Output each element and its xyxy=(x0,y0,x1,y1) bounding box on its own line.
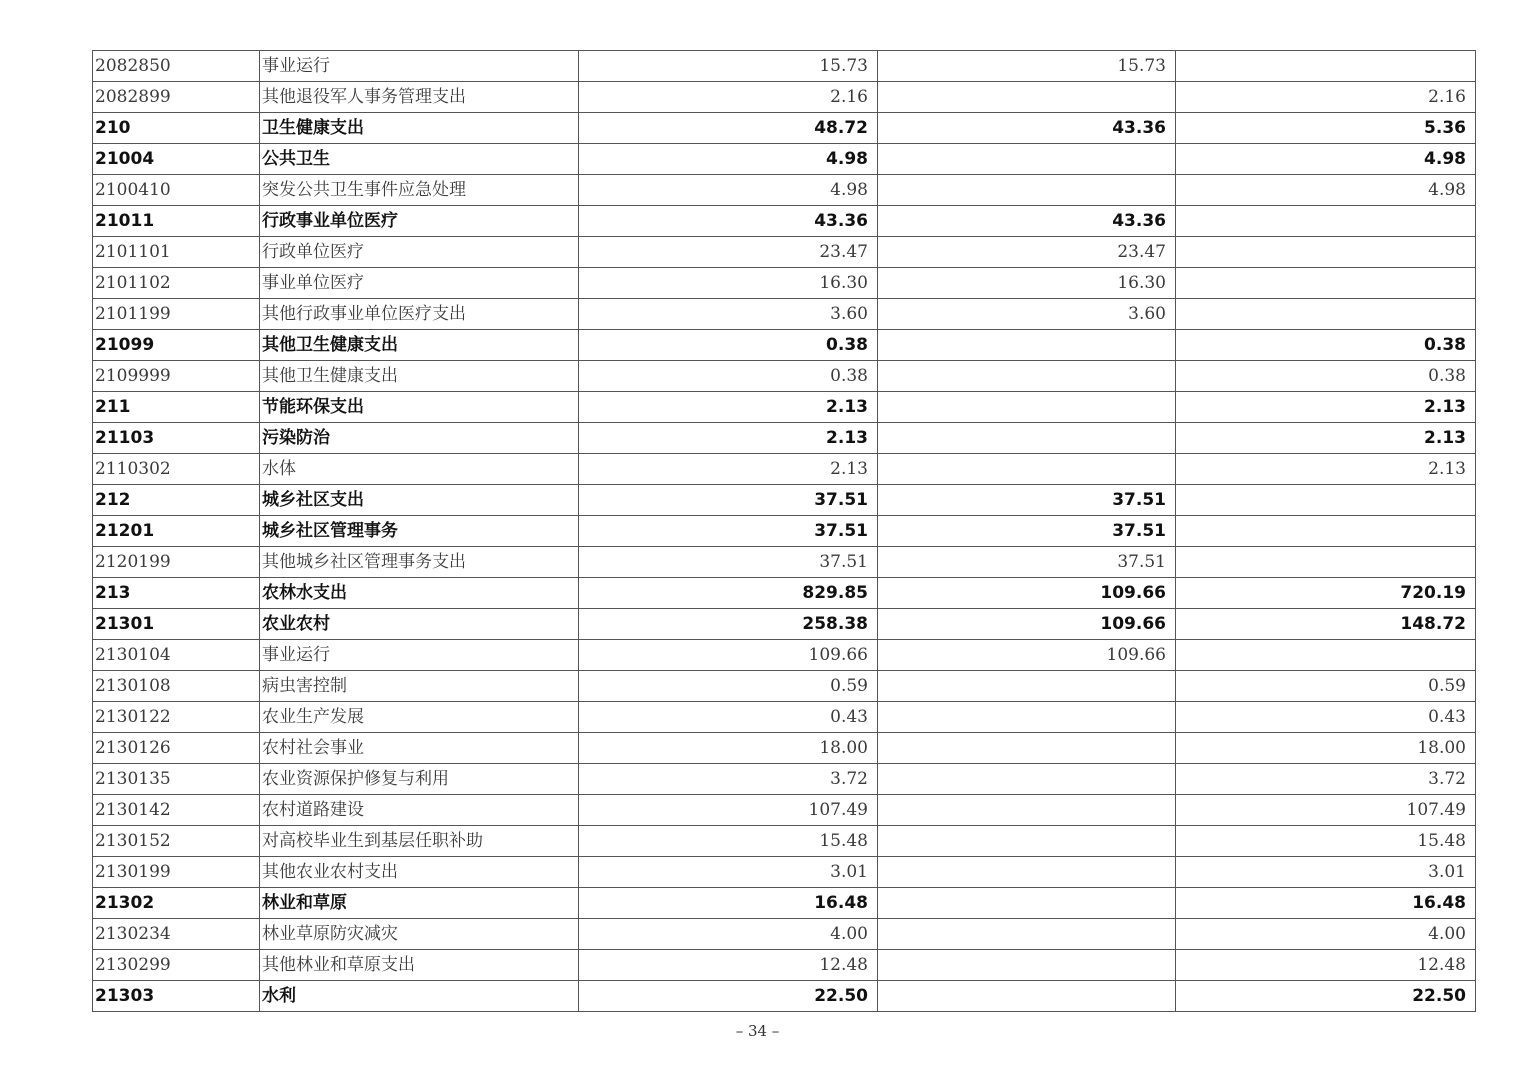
cell-project: 0.59 xyxy=(1176,671,1476,702)
cell-total: 15.48 xyxy=(579,826,878,857)
table-row xyxy=(93,82,1476,113)
cell-basic xyxy=(878,330,1176,361)
cell-total: 4.00 xyxy=(579,919,878,950)
cell-code: 2130152 xyxy=(93,826,260,857)
cell-name: 其他退役军人事务管理支出 xyxy=(260,82,579,113)
cell-basic xyxy=(878,702,1176,733)
cell-project xyxy=(1176,268,1476,299)
cell-total: 15.73 xyxy=(579,51,878,82)
cell-name: 公共卫生 xyxy=(260,144,579,175)
cell-code: 212 xyxy=(93,485,260,516)
cell-basic: 37.51 xyxy=(878,485,1176,516)
cell-project: 16.48 xyxy=(1176,888,1476,919)
cell-basic xyxy=(878,175,1176,206)
cell-basic xyxy=(878,826,1176,857)
cell-code: 21301 xyxy=(93,609,260,640)
cell-project: 4.98 xyxy=(1176,175,1476,206)
table-row xyxy=(93,268,1476,299)
cell-code: 2130122 xyxy=(93,702,260,733)
cell-total: 16.48 xyxy=(579,888,878,919)
cell-code: 2101199 xyxy=(93,299,260,330)
cell-basic: 109.66 xyxy=(878,609,1176,640)
cell-code: 2110302 xyxy=(93,454,260,485)
cell-project xyxy=(1176,206,1476,237)
cell-total: 109.66 xyxy=(579,640,878,671)
cell-total: 0.38 xyxy=(579,361,878,392)
cell-name: 卫生健康支出 xyxy=(260,113,579,144)
cell-project xyxy=(1176,547,1476,578)
cell-name: 林业和草原 xyxy=(260,888,579,919)
table-row xyxy=(93,764,1476,795)
cell-total: 48.72 xyxy=(579,113,878,144)
cell-project: 3.72 xyxy=(1176,764,1476,795)
cell-project xyxy=(1176,485,1476,516)
cell-code: 2120199 xyxy=(93,547,260,578)
table-row xyxy=(93,609,1476,640)
cell-name: 其他行政事业单位医疗支出 xyxy=(260,299,579,330)
cell-name: 其他城乡社区管理事务支出 xyxy=(260,547,579,578)
table-row xyxy=(93,888,1476,919)
cell-name: 林业草原防灾减灾 xyxy=(260,919,579,950)
cell-code: 2130142 xyxy=(93,795,260,826)
table-row xyxy=(93,51,1476,82)
cell-name: 农业生产发展 xyxy=(260,702,579,733)
page-number: – 34 – xyxy=(735,1022,780,1040)
table-row xyxy=(93,392,1476,423)
cell-basic xyxy=(878,857,1176,888)
table-row xyxy=(93,516,1476,547)
cell-project: 3.01 xyxy=(1176,857,1476,888)
cell-basic: 16.30 xyxy=(878,268,1176,299)
cell-code: 2082899 xyxy=(93,82,260,113)
cell-name: 其他林业和草原支出 xyxy=(260,950,579,981)
table-row xyxy=(93,826,1476,857)
cell-project: 2.16 xyxy=(1176,82,1476,113)
table-row xyxy=(93,640,1476,671)
cell-basic xyxy=(878,423,1176,454)
cell-name: 突发公共卫生事件应急处理 xyxy=(260,175,579,206)
cell-code: 21302 xyxy=(93,888,260,919)
cell-code: 2101102 xyxy=(93,268,260,299)
cell-basic: 37.51 xyxy=(878,516,1176,547)
cell-project: 5.36 xyxy=(1176,113,1476,144)
cell-total: 37.51 xyxy=(579,516,878,547)
cell-name: 行政单位医疗 xyxy=(260,237,579,268)
table-row xyxy=(93,454,1476,485)
cell-basic: 23.47 xyxy=(878,237,1176,268)
cell-total: 0.38 xyxy=(579,330,878,361)
cell-total: 829.85 xyxy=(579,578,878,609)
cell-project xyxy=(1176,299,1476,330)
cell-basic xyxy=(878,82,1176,113)
cell-name: 事业运行 xyxy=(260,640,579,671)
budget-table xyxy=(92,50,1476,1012)
cell-name: 污染防治 xyxy=(260,423,579,454)
cell-project: 0.38 xyxy=(1176,330,1476,361)
table-row xyxy=(93,144,1476,175)
cell-code: 2109999 xyxy=(93,361,260,392)
table-row xyxy=(93,175,1476,206)
cell-basic xyxy=(878,144,1176,175)
cell-basic: 43.36 xyxy=(878,206,1176,237)
table-row xyxy=(93,361,1476,392)
cell-total: 43.36 xyxy=(579,206,878,237)
table-row xyxy=(93,795,1476,826)
cell-code: 21099 xyxy=(93,330,260,361)
cell-basic: 43.36 xyxy=(878,113,1176,144)
table-row xyxy=(93,206,1476,237)
cell-name: 农业资源保护修复与利用 xyxy=(260,764,579,795)
cell-total: 3.60 xyxy=(579,299,878,330)
table-row xyxy=(93,981,1476,1012)
table-row xyxy=(93,578,1476,609)
cell-name: 节能环保支出 xyxy=(260,392,579,423)
cell-name: 行政事业单位医疗 xyxy=(260,206,579,237)
cell-name: 农村社会事业 xyxy=(260,733,579,764)
table-row xyxy=(93,733,1476,764)
cell-basic xyxy=(878,733,1176,764)
cell-total: 3.01 xyxy=(579,857,878,888)
cell-code: 2130108 xyxy=(93,671,260,702)
cell-total: 22.50 xyxy=(579,981,878,1012)
table-row xyxy=(93,702,1476,733)
table-row xyxy=(93,299,1476,330)
cell-name: 其他卫生健康支出 xyxy=(260,361,579,392)
cell-project: 4.98 xyxy=(1176,144,1476,175)
cell-total: 37.51 xyxy=(579,547,878,578)
cell-code: 2130199 xyxy=(93,857,260,888)
cell-project: 107.49 xyxy=(1176,795,1476,826)
cell-project xyxy=(1176,516,1476,547)
table-row xyxy=(93,423,1476,454)
cell-total: 0.59 xyxy=(579,671,878,702)
cell-total: 0.43 xyxy=(579,702,878,733)
cell-total: 2.13 xyxy=(579,392,878,423)
cell-total: 18.00 xyxy=(579,733,878,764)
table-row xyxy=(93,330,1476,361)
table-row xyxy=(93,919,1476,950)
cell-basic xyxy=(878,671,1176,702)
cell-total: 107.49 xyxy=(579,795,878,826)
cell-total: 2.16 xyxy=(579,82,878,113)
cell-code: 210 xyxy=(93,113,260,144)
cell-basic xyxy=(878,950,1176,981)
cell-project: 15.48 xyxy=(1176,826,1476,857)
cell-project: 0.38 xyxy=(1176,361,1476,392)
cell-code: 21103 xyxy=(93,423,260,454)
cell-basic xyxy=(878,919,1176,950)
cell-total: 258.38 xyxy=(579,609,878,640)
cell-code: 21303 xyxy=(93,981,260,1012)
table-row xyxy=(93,857,1476,888)
cell-project: 18.00 xyxy=(1176,733,1476,764)
cell-project xyxy=(1176,51,1476,82)
cell-name: 病虫害控制 xyxy=(260,671,579,702)
cell-name: 事业运行 xyxy=(260,51,579,82)
cell-basic xyxy=(878,795,1176,826)
cell-code: 21011 xyxy=(93,206,260,237)
cell-basic: 3.60 xyxy=(878,299,1176,330)
cell-project: 2.13 xyxy=(1176,392,1476,423)
cell-code: 2130135 xyxy=(93,764,260,795)
cell-project xyxy=(1176,640,1476,671)
cell-total: 2.13 xyxy=(579,454,878,485)
table-row xyxy=(93,237,1476,268)
cell-basic: 109.66 xyxy=(878,578,1176,609)
cell-basic xyxy=(878,361,1176,392)
cell-name: 农村道路建设 xyxy=(260,795,579,826)
cell-basic: 37.51 xyxy=(878,547,1176,578)
cell-total: 23.47 xyxy=(579,237,878,268)
cell-code: 21004 xyxy=(93,144,260,175)
cell-name: 水利 xyxy=(260,981,579,1012)
cell-total: 16.30 xyxy=(579,268,878,299)
cell-code: 21201 xyxy=(93,516,260,547)
cell-total: 4.98 xyxy=(579,144,878,175)
cell-name: 对高校毕业生到基层任职补助 xyxy=(260,826,579,857)
cell-name: 其他卫生健康支出 xyxy=(260,330,579,361)
cell-basic xyxy=(878,392,1176,423)
cell-name: 事业单位医疗 xyxy=(260,268,579,299)
cell-code: 2130104 xyxy=(93,640,260,671)
cell-project: 2.13 xyxy=(1176,423,1476,454)
cell-code: 2130234 xyxy=(93,919,260,950)
cell-name: 城乡社区管理事务 xyxy=(260,516,579,547)
cell-basic xyxy=(878,764,1176,795)
cell-project: 12.48 xyxy=(1176,950,1476,981)
cell-code: 2130126 xyxy=(93,733,260,764)
cell-total: 12.48 xyxy=(579,950,878,981)
table-row xyxy=(93,950,1476,981)
cell-code: 2082850 xyxy=(93,51,260,82)
table-row xyxy=(93,671,1476,702)
cell-basic: 15.73 xyxy=(878,51,1176,82)
cell-name: 城乡社区支出 xyxy=(260,485,579,516)
cell-project: 4.00 xyxy=(1176,919,1476,950)
cell-basic xyxy=(878,888,1176,919)
cell-basic xyxy=(878,454,1176,485)
cell-total: 4.98 xyxy=(579,175,878,206)
cell-name: 其他农业农村支出 xyxy=(260,857,579,888)
cell-basic xyxy=(878,981,1176,1012)
cell-project xyxy=(1176,237,1476,268)
cell-code: 2130299 xyxy=(93,950,260,981)
cell-code: 211 xyxy=(93,392,260,423)
cell-project: 720.19 xyxy=(1176,578,1476,609)
cell-total: 2.13 xyxy=(579,423,878,454)
cell-project: 22.50 xyxy=(1176,981,1476,1012)
cell-project: 2.13 xyxy=(1176,454,1476,485)
table-body xyxy=(93,51,1476,1012)
table-row xyxy=(93,485,1476,516)
cell-code: 2101101 xyxy=(93,237,260,268)
table-row xyxy=(93,113,1476,144)
cell-total: 3.72 xyxy=(579,764,878,795)
table-row xyxy=(93,547,1476,578)
cell-project: 148.72 xyxy=(1176,609,1476,640)
cell-name: 农业农村 xyxy=(260,609,579,640)
cell-code: 213 xyxy=(93,578,260,609)
cell-code: 2100410 xyxy=(93,175,260,206)
cell-total: 37.51 xyxy=(579,485,878,516)
cell-name: 水体 xyxy=(260,454,579,485)
cell-basic: 109.66 xyxy=(878,640,1176,671)
cell-project: 0.43 xyxy=(1176,702,1476,733)
cell-name: 农林水支出 xyxy=(260,578,579,609)
